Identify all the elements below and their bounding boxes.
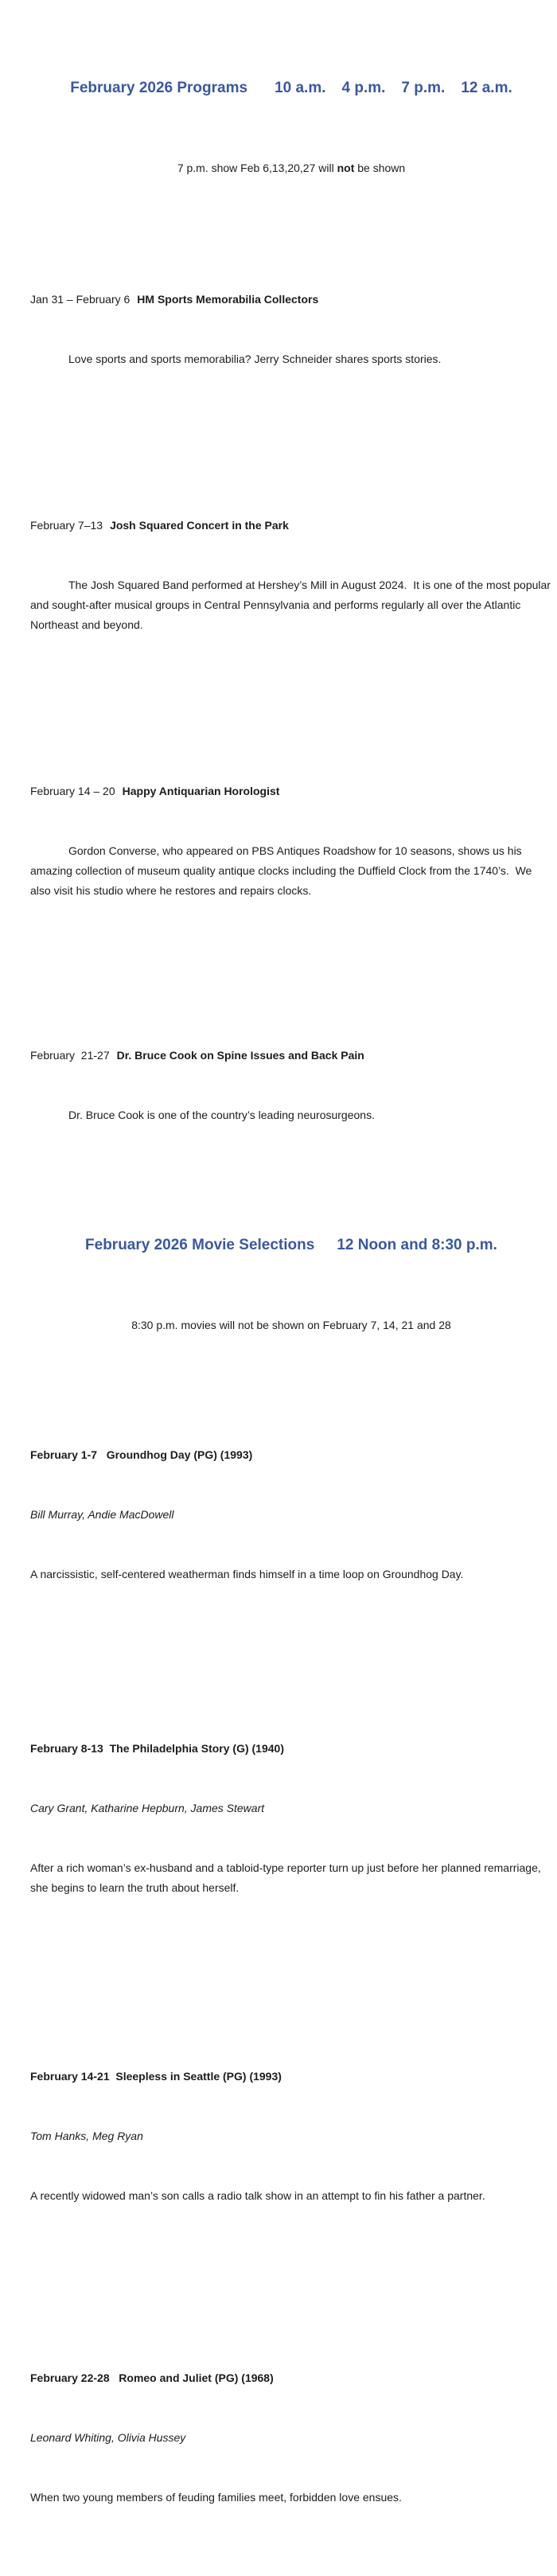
programs-section-heading (30, 78, 552, 99)
movie-cast: Cary Grant, Katharine Hepburn, James Stewart (30, 1802, 265, 1814)
movie-description: When two young members of feuding families meet, forbidden love ensues. (30, 2491, 402, 2504)
program-date: February 21-27 (30, 1049, 110, 1062)
program-title: Josh Squared Concert in the Park (110, 519, 289, 532)
movie-cast: Leonard Whiting, Olivia Hussey (30, 2431, 186, 2444)
programs-note-bold-word: not (337, 162, 355, 174)
program-head (30, 1046, 552, 1066)
program-description: Dr. Bruce Cook is one of the country’s leading neurosurgeons. (68, 1109, 375, 1121)
movies-note: 8:30 p.m. movies will not be shown on February 7, 14, 21 and 28 (131, 1319, 451, 1331)
movie-description: A recently widowed man’s son calls a radio talk show in an attempt to fin his father a partner. (30, 2189, 485, 2202)
movie-description: After a rich woman’s ex-husband and a tabloid-type reporter turn up just before her planned remarriage, she begins to learn the truth about herself. (30, 1861, 544, 1894)
movie-heading: February 1-7 Groundhog Day (PG) (1993) (30, 1448, 253, 1461)
program-title: Dr. Bruce Cook on Spine Issues and Back Pain (116, 1049, 364, 1062)
programs-note (30, 159, 552, 177)
movie-item (30, 1405, 552, 1624)
movie-cast: Bill Murray, Andie MacDowell (30, 1508, 174, 1521)
movies-showtimes: 12 Noon and 8:30 p.m. (337, 1237, 497, 1253)
movie-heading: February 22-28 Romeo and Juliet (PG) (1968) (30, 2371, 274, 2384)
movies-section-heading (30, 1235, 552, 1256)
movie-cast: Tom Hanks, Meg Ryan (30, 2130, 143, 2142)
program-head (30, 290, 552, 310)
programs-time-4: 12 a.m. (461, 80, 512, 96)
program-title: Happy Antiquarian Horologist (122, 785, 280, 797)
program-head (30, 781, 552, 801)
program-item (30, 742, 552, 941)
program-item (30, 476, 552, 675)
movies-title: February 2026 Movie Selections (85, 1237, 315, 1253)
program-date: Jan 31 – February 6 (30, 293, 130, 306)
programs-title: February 2026 Programs (70, 80, 248, 96)
programs-note-suffix: be shown (354, 162, 406, 174)
program-item (30, 1006, 552, 1165)
program-head (30, 516, 552, 536)
program-description: Gordon Converse, who appeared on PBS Antiques Roadshow for 10 seasons, shows us his amazing collection of museum quality antique clocks including the Duffield Clock from the 1740’s. We also visit his studio where he restores and repairs clocks. (30, 844, 536, 897)
movie-item (30, 2027, 552, 2246)
program-description: The Josh Squared Band performed at Hershey’s Mill in August 2024. It is one of the most popular and sought-after musical groups in Central Pennsylvania and performs regularly all over the Atlantic Northeast and beyond. (30, 579, 554, 631)
programs-time-1: 10 a.m. (275, 80, 326, 96)
movie-heading: February 14-21 Sleepless in Seattle (PG) (1993) (30, 2070, 282, 2083)
program-date: February 7–13 (30, 519, 103, 532)
movie-heading: February 8-13 The Philadelphia Story (G) (1940) (30, 1742, 284, 1755)
movie-item (30, 1699, 552, 1938)
programs-time-2: 4 p.m. (341, 80, 386, 96)
movie-description: A narcissistic, self-centered weatherman finds himself in a time loop on Groundhog Day. (30, 1568, 464, 1580)
programs-note-prefix: 7 p.m. show Feb 6,13,20,27 will (177, 162, 337, 174)
program-item (30, 250, 552, 409)
program-title: HM Sports Memorabilia Collectors (137, 293, 319, 306)
program-description: Love sports and sports memorabilia? Jerry Schneider shares sports stories. (68, 353, 442, 365)
program-date: February 14 – 20 (30, 785, 115, 797)
programs-time-3: 7 p.m. (401, 80, 446, 96)
movie-item (30, 2329, 552, 2547)
